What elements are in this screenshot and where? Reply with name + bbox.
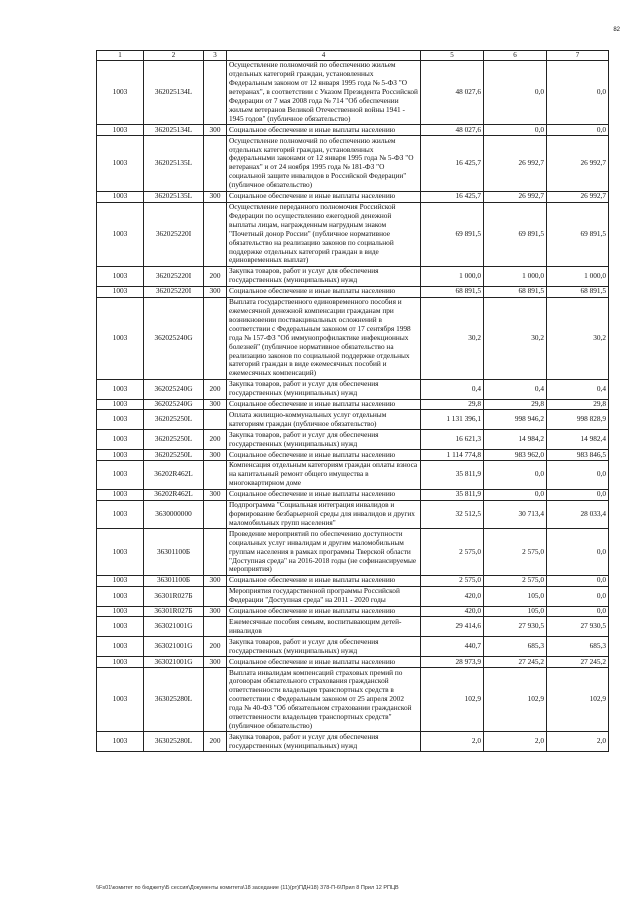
cell-amount-year-1: 2 575,0 [421, 575, 484, 586]
cell-amount-year-2: 2 575,0 [484, 529, 547, 576]
cell-target-code: 362025250L [144, 450, 204, 461]
col-header-5: 5 [421, 51, 484, 61]
cell-amount-year-1: 29,8 [421, 399, 484, 410]
cell-description: Проведение мероприятий по обеспечению доступности социальных услуг инвалидам и другим маломобильным группам населения в рамках программы Тверской области "Доступная среда" на 2016-2018 годы (не софинансируемые мероприятия) [227, 529, 421, 576]
table-row [97, 379, 609, 399]
cell-amount-year-1: 2 575,0 [421, 529, 484, 576]
cell-expense-type [204, 529, 227, 576]
cell-amount-year-2: 0,0 [484, 125, 547, 136]
cell-amount-year-3: 0,0 [547, 575, 609, 586]
cell-amount-year-2: 983 962,0 [484, 450, 547, 461]
cell-description: Социальное обеспечение и иные выплаты населению [227, 606, 421, 617]
cell-amount-year-1: 30,2 [421, 297, 484, 379]
cell-amount-year-2: 14 984,2 [484, 430, 547, 450]
cell-amount-year-3: 29,8 [547, 399, 609, 410]
cell-expense-type [204, 586, 227, 606]
cell-section: 1003 [97, 379, 144, 399]
table-row [97, 637, 609, 657]
cell-amount-year-1: 102,9 [421, 668, 484, 732]
cell-section: 1003 [97, 297, 144, 379]
cell-amount-year-2: 30,2 [484, 297, 547, 379]
cell-amount-year-1: 48 027,6 [421, 60, 484, 124]
cell-expense-type: 300 [204, 575, 227, 586]
cell-description: Компенсация отдельным категориям граждан оплаты взноса на капитальный ремонт общего имущества в многоквартирном доме [227, 460, 421, 489]
cell-amount-year-2: 2 575,0 [484, 575, 547, 586]
cell-amount-year-1: 48 027,6 [421, 125, 484, 136]
cell-amount-year-1: 420,0 [421, 606, 484, 617]
table-row [97, 529, 609, 576]
cell-expense-type [204, 617, 227, 637]
cell-amount-year-2: 2,0 [484, 732, 547, 752]
cell-amount-year-3: 14 982,4 [547, 430, 609, 450]
cell-expense-type: 300 [204, 286, 227, 297]
cell-amount-year-1: 0,4 [421, 379, 484, 399]
table-row [97, 202, 609, 266]
cell-amount-year-2: 27 930,5 [484, 617, 547, 637]
cell-amount-year-3: 2,0 [547, 732, 609, 752]
cell-amount-year-2: 29,8 [484, 399, 547, 410]
cell-target-code: 362025240G [144, 297, 204, 379]
cell-section: 1003 [97, 586, 144, 606]
cell-amount-year-1: 28 973,9 [421, 657, 484, 668]
table-row [97, 732, 609, 752]
cell-amount-year-1: 2,0 [421, 732, 484, 752]
cell-amount-year-2: 68 891,5 [484, 286, 547, 297]
cell-target-code: 363021001G [144, 637, 204, 657]
cell-amount-year-3: 0,0 [547, 529, 609, 576]
cell-target-code: 362025135L [144, 136, 204, 191]
cell-section: 1003 [97, 202, 144, 266]
cell-section: 1003 [97, 286, 144, 297]
table-row [97, 286, 609, 297]
cell-target-code: 362025250L [144, 430, 204, 450]
cell-amount-year-3: 27 245,2 [547, 657, 609, 668]
table-row [97, 399, 609, 410]
table-row [97, 430, 609, 450]
cell-description: Социальное обеспечение и иные выплаты населению [227, 657, 421, 668]
cell-amount-year-1: 16 425,7 [421, 136, 484, 191]
cell-expense-type: 200 [204, 430, 227, 450]
cell-target-code: 363021001G [144, 617, 204, 637]
col-header-1: 1 [97, 51, 144, 61]
cell-amount-year-3: 0,4 [547, 379, 609, 399]
cell-expense-type: 300 [204, 657, 227, 668]
table-row [97, 668, 609, 732]
cell-amount-year-2: 27 245,2 [484, 657, 547, 668]
cell-expense-type [204, 460, 227, 489]
cell-section: 1003 [97, 191, 144, 202]
cell-section: 1003 [97, 430, 144, 450]
cell-description: Закупка товаров, работ и услуг для обеспечения государственных (муниципальных) нужд [227, 430, 421, 450]
cell-amount-year-3: 27 930,5 [547, 617, 609, 637]
cell-target-code: 3630000000 [144, 500, 204, 529]
cell-target-code: 362025220I [144, 286, 204, 297]
cell-amount-year-2: 0,0 [484, 460, 547, 489]
cell-expense-type: 300 [204, 125, 227, 136]
cell-amount-year-3: 0,0 [547, 460, 609, 489]
cell-expense-type: 300 [204, 606, 227, 617]
cell-section: 1003 [97, 606, 144, 617]
cell-amount-year-1: 16 425,7 [421, 191, 484, 202]
col-header-4: 4 [227, 51, 421, 61]
cell-expense-type [204, 297, 227, 379]
cell-description: Закупка товаров, работ и услуг для обеспечения государственных (муниципальных) нужд [227, 266, 421, 286]
cell-description: Закупка товаров, работ и услуг для обеспечения государственных (муниципальных) нужд [227, 732, 421, 752]
cell-target-code: 362025135L [144, 191, 204, 202]
cell-section: 1003 [97, 732, 144, 752]
col-header-3: 3 [204, 51, 227, 61]
cell-section: 1003 [97, 489, 144, 500]
cell-target-code: 362025134L [144, 60, 204, 124]
cell-amount-year-1: 420,0 [421, 586, 484, 606]
cell-expense-type: 200 [204, 379, 227, 399]
table-row [97, 606, 609, 617]
cell-target-code: 36301R027Б [144, 586, 204, 606]
cell-target-code: 362025240G [144, 399, 204, 410]
cell-amount-year-3: 1 000,0 [547, 266, 609, 286]
table-row [97, 125, 609, 136]
header-row [97, 51, 609, 61]
cell-amount-year-2: 26 992,7 [484, 136, 547, 191]
cell-expense-type: 200 [204, 637, 227, 657]
table-body [97, 60, 609, 751]
col-header-6: 6 [484, 51, 547, 61]
cell-amount-year-2: 102,9 [484, 668, 547, 732]
cell-description: Социальное обеспечение и иные выплаты населению [227, 191, 421, 202]
cell-expense-type: 300 [204, 399, 227, 410]
cell-amount-year-3: 102,9 [547, 668, 609, 732]
cell-target-code: 36202R462L [144, 460, 204, 489]
table-row [97, 657, 609, 668]
page-number: 82 [613, 27, 620, 33]
cell-amount-year-3: 0,0 [547, 125, 609, 136]
cell-amount-year-3: 0,0 [547, 60, 609, 124]
cell-description: Закупка товаров, работ и услуг для обеспечения государственных (муниципальных) нужд [227, 379, 421, 399]
cell-amount-year-3: 69 891,5 [547, 202, 609, 266]
cell-expense-type: 200 [204, 732, 227, 752]
cell-expense-type [204, 668, 227, 732]
cell-description: Выплата инвалидам компенсаций страховых премий по договорам обязательного страхования гражданской ответственности владельцев транспортных средств в соответствии с Федеральным законом от 25 апреля 2002 года № 40-ФЗ "Об обязательном страховании гражданской ответственности владельцев транспортных средств" (публичное обязательство) [227, 668, 421, 732]
cell-section: 1003 [97, 529, 144, 576]
cell-target-code: 363025280L [144, 668, 204, 732]
cell-description: Социальное обеспечение и иные выплаты населению [227, 286, 421, 297]
cell-amount-year-2: 30 713,4 [484, 500, 547, 529]
cell-amount-year-2: 998 946,2 [484, 410, 547, 430]
cell-amount-year-2: 105,0 [484, 606, 547, 617]
cell-amount-year-3: 26 992,7 [547, 191, 609, 202]
table-row [97, 460, 609, 489]
cell-amount-year-1: 69 891,5 [421, 202, 484, 266]
cell-description: Социальное обеспечение и иные выплаты населению [227, 489, 421, 500]
cell-section: 1003 [97, 637, 144, 657]
table-row [97, 266, 609, 286]
cell-target-code: 36301R027Б [144, 606, 204, 617]
cell-target-code: 362025134L [144, 125, 204, 136]
cell-description: Выплата государственного единовременного пособия и ежемесячной денежной компенсации гражданам при возникновении поствакцинальных осложнений в соответствии с Федеральным законом от 17 сентября 1998 года № 157-ФЗ "Об иммунопрофилактике инфекционных болезней" (публичное нормативное обязательство на реализацию законов по социальной поддержке отдельных категорий граждан в виде ежемесячных пособий и ежемесячных компенсаций) [227, 297, 421, 379]
cell-target-code: 36202R462L [144, 489, 204, 500]
cell-amount-year-3: 26 992,7 [547, 136, 609, 191]
table-row [97, 489, 609, 500]
cell-section: 1003 [97, 617, 144, 637]
cell-description: Социальное обеспечение и иные выплаты населению [227, 399, 421, 410]
col-header-7: 7 [547, 51, 609, 61]
cell-expense-type [204, 202, 227, 266]
cell-amount-year-1: 440,7 [421, 637, 484, 657]
cell-section: 1003 [97, 399, 144, 410]
cell-amount-year-2: 69 891,5 [484, 202, 547, 266]
cell-amount-year-1: 32 512,5 [421, 500, 484, 529]
cell-amount-year-1: 35 811,9 [421, 460, 484, 489]
cell-expense-type: 300 [204, 450, 227, 461]
cell-description: Закупка товаров, работ и услуг для обеспечения государственных (муниципальных) нужд [227, 637, 421, 657]
cell-target-code: 36301100Б [144, 575, 204, 586]
cell-amount-year-1: 1 000,0 [421, 266, 484, 286]
cell-expense-type [204, 410, 227, 430]
table-row [97, 575, 609, 586]
cell-expense-type: 300 [204, 489, 227, 500]
budget-table [96, 50, 609, 752]
cell-expense-type [204, 500, 227, 529]
cell-amount-year-3: 30,2 [547, 297, 609, 379]
cell-description: Социальное обеспечение и иные выплаты населению [227, 575, 421, 586]
cell-description: Осуществление полномочий по обеспечению жильем отдельных категорий граждан, установленных Федеральным законом от 12 января 1995 года № 5-ФЗ "О ветеранах", в соответствии с Указом Президента Российской Федерации от 7 мая 2008 года № 714 "Об обеспечении жильем ветеранов Великой Отечественной войны 1941 - 1945 годов" (публичное обязательство) [227, 60, 421, 124]
cell-amount-year-2: 0,0 [484, 489, 547, 500]
cell-section: 1003 [97, 410, 144, 430]
cell-description: Ежемесячные пособия семьям, воспитывающим детей-инвалидов [227, 617, 421, 637]
cell-amount-year-1: 1 131 396,1 [421, 410, 484, 430]
cell-section: 1003 [97, 266, 144, 286]
cell-description: Мероприятия государственной программы Российской Федерации "Доступная среда" на 2011 - 2020 годы [227, 586, 421, 606]
cell-amount-year-2: 26 992,7 [484, 191, 547, 202]
table-row [97, 297, 609, 379]
cell-target-code: 362025250L [144, 410, 204, 430]
cell-amount-year-1: 1 114 774,8 [421, 450, 484, 461]
cell-section: 1003 [97, 500, 144, 529]
cell-section: 1003 [97, 460, 144, 489]
cell-amount-year-1: 35 811,9 [421, 489, 484, 500]
table-row [97, 586, 609, 606]
cell-amount-year-3: 68 891,5 [547, 286, 609, 297]
cell-amount-year-2: 105,0 [484, 586, 547, 606]
cell-amount-year-3: 28 033,4 [547, 500, 609, 529]
cell-expense-type: 200 [204, 266, 227, 286]
cell-section: 1003 [97, 575, 144, 586]
cell-section: 1003 [97, 136, 144, 191]
table-row [97, 191, 609, 202]
cell-description: Оплата жилищно-коммунальных услуг отдельным категориям граждан (публичное обязательство) [227, 410, 421, 430]
cell-expense-type: 300 [204, 191, 227, 202]
cell-amount-year-3: 0,0 [547, 489, 609, 500]
cell-amount-year-1: 29 414,6 [421, 617, 484, 637]
cell-amount-year-3: 685,3 [547, 637, 609, 657]
cell-section: 1003 [97, 450, 144, 461]
cell-description: Осуществление полномочий по обеспечению жильем отдельных категорий граждан, установленных федеральными законами от 12 января 1995 года № 5-ФЗ "О ветеранах" и от 24 ноября 1995 года № 181-ФЗ "О социальной защите инвалидов в Российской Федерации" (публичное обязательство) [227, 136, 421, 191]
cell-target-code: 363021001G [144, 657, 204, 668]
cell-target-code: 362025220I [144, 266, 204, 286]
cell-amount-year-3: 983 846,5 [547, 450, 609, 461]
cell-amount-year-1: 68 891,5 [421, 286, 484, 297]
cell-section: 1003 [97, 668, 144, 732]
cell-amount-year-2: 0,4 [484, 379, 547, 399]
cell-amount-year-3: 998 828,9 [547, 410, 609, 430]
cell-description: Социальное обеспечение и иные выплаты населению [227, 450, 421, 461]
cell-expense-type [204, 136, 227, 191]
table-row [97, 450, 609, 461]
cell-target-code: 363025280L [144, 732, 204, 752]
cell-amount-year-1: 16 621,3 [421, 430, 484, 450]
cell-description: Осуществление переданного полномочия Российской Федерации по осуществлению ежегодной денежной выплаты лицам, награжденным нагрудным знаком "Почетный донор России" (публичное нормативное обязательство на реализацию законов по социальной поддержке отдельных категорий граждан в виде единовременных выплат) [227, 202, 421, 266]
cell-amount-year-2: 1 000,0 [484, 266, 547, 286]
cell-amount-year-2: 0,0 [484, 60, 547, 124]
cell-amount-year-3: 0,0 [547, 606, 609, 617]
table-row [97, 136, 609, 191]
cell-target-code: 36301100Б [144, 529, 204, 576]
col-header-2: 2 [144, 51, 204, 61]
cell-amount-year-3: 0,0 [547, 586, 609, 606]
cell-section: 1003 [97, 657, 144, 668]
table-row [97, 617, 609, 637]
table-row [97, 410, 609, 430]
table-row [97, 500, 609, 529]
table-row [97, 60, 609, 124]
cell-section: 1003 [97, 60, 144, 124]
cell-description: Социальное обеспечение и иные выплаты населению [227, 125, 421, 136]
footer-file-path: \\Fs01\комитет по бюджету\Б сессия\Документы комитета\18 заседание (11)(рт)ПДН18) 378-П-6\Прил 8 Прил 12 РПЦВ [96, 885, 399, 891]
cell-target-code: 362025240G [144, 379, 204, 399]
cell-section: 1003 [97, 125, 144, 136]
cell-expense-type [204, 60, 227, 124]
cell-target-code: 362025220I [144, 202, 204, 266]
cell-description: Подпрограмма "Социальная интеграция инвалидов и формирование безбарьерной среды для инвалидов и других маломобильных групп населения" [227, 500, 421, 529]
cell-amount-year-2: 685,3 [484, 637, 547, 657]
